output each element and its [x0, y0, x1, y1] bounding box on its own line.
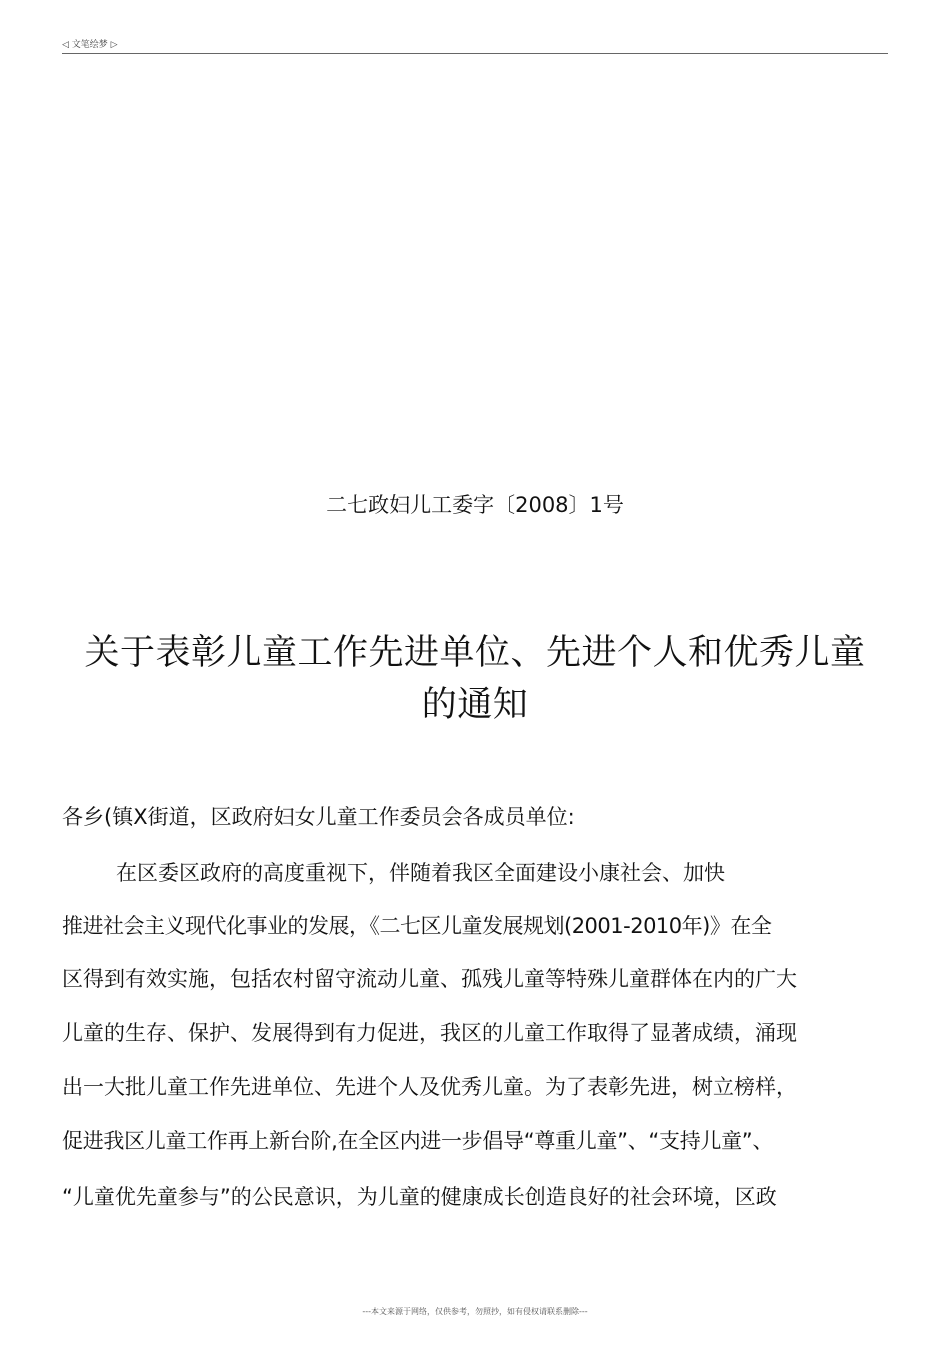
- page-header: [62, 40, 888, 54]
- page-footer: ---本文来源于网络，仅供参考，勿照抄，如有侵权请联系删除---: [362, 1307, 588, 1316]
- document-title-line-1: 关于表彰儿童工作先进单位、先进个人和优秀儿童: [84, 633, 866, 673]
- document-title-line-2: 的通知: [421, 685, 529, 725]
- header-text: ◁ 文笔绘梦 ▷: [62, 40, 118, 50]
- body-paragraph-line: 促进我区儿童工作再上新台阶,在全区内进一步倡导“尊重儿童”、“支持儿童”、: [62, 1129, 774, 1153]
- body-paragraph-line: “儿童优先童参与”的公民意识，为儿童的健康成长创造良好的社会环境，区政: [62, 1185, 777, 1209]
- body-paragraph-line: 出一大批儿童工作先进单位、先进个人及优秀儿童。为了表彰先进，树立榜样，: [62, 1075, 797, 1099]
- body-paragraph-line: 在区委区政府的高度重视下，伴随着我区全面建设小康社会、加快: [116, 861, 725, 885]
- document-title: [40, 627, 910, 731]
- body-paragraph-line: 推进社会主义现代化事业的发展，《二七区儿童发展规划(2001-2010年)》在全: [62, 914, 772, 938]
- salutation: 各乡(镇X街道，区政府妇女儿童工作委员会各成员单位:: [62, 805, 575, 829]
- body-paragraph-line: 儿童的生存、保护、发展得到有力促进，我区的儿童工作取得了显著成绩，涌现: [62, 1021, 797, 1045]
- document-number: 二七政妇儿工委字〔2008〕1号: [326, 493, 624, 517]
- body-paragraph-line: 区得到有效实施，包括农村留守流动儿童、孤残儿童等特殊儿童群体在内的广大: [62, 967, 797, 991]
